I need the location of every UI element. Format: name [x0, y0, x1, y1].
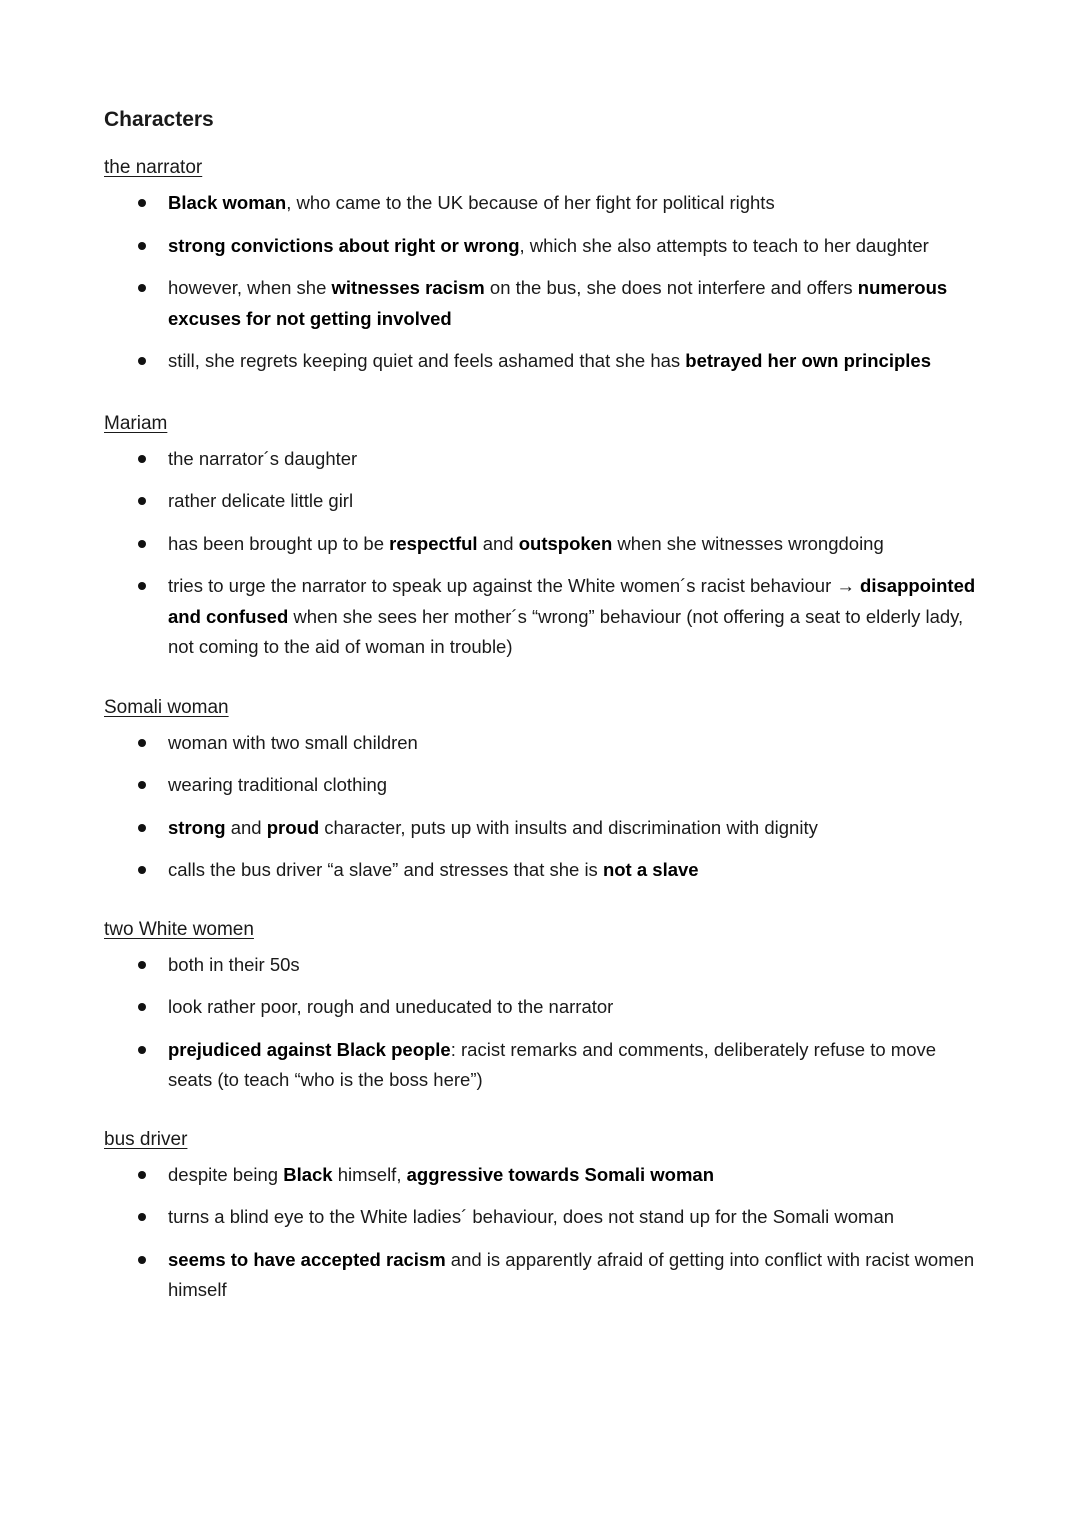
emphasis-text: outspoken: [518, 532, 613, 554]
emphasis-text: aggressive towards Somali woman: [406, 1163, 715, 1185]
body-text: and: [225, 816, 267, 838]
section-heading: two White women: [104, 918, 254, 940]
list-item: [104, 1160, 984, 1191]
emphasis-text: strong: [168, 816, 226, 838]
body-text: and is apparently afraid of getting into conflict with racist women himself: [168, 1248, 975, 1300]
emphasis-text: Black woman: [168, 192, 287, 213]
body-text: himself,: [332, 1163, 407, 1185]
emphasis-text: disappointed and confused: [168, 575, 976, 627]
bullet-list: [104, 728, 984, 886]
emphasis-text: witnesses racism: [331, 277, 485, 298]
body-text: rather delicate little girl: [168, 490, 354, 511]
body-text: calls the bus driver “a slave” and stresses that she is: [168, 859, 603, 880]
list-item: [104, 529, 984, 560]
body-text: , which she also attempts to teach to her daughter: [519, 234, 929, 256]
emphasis-text: seems to have accepted racism: [168, 1248, 446, 1270]
list-item: [104, 188, 984, 219]
body-text: character, puts up with insults and discrimination with dignity: [319, 816, 818, 838]
body-text: still, she regrets keeping quiet and feels ashamed that she has: [168, 350, 686, 371]
section-somali-woman: [104, 694, 984, 886]
section-narrator: [104, 154, 984, 377]
emphasis-text: not a slave: [602, 859, 699, 880]
body-text: : racist remarks and comments, deliberately refuse to move seats (to teach “who is the boss here”): [168, 1038, 937, 1090]
list-item: [104, 1035, 984, 1096]
list-item: [104, 813, 984, 844]
body-text: look rather poor, rough and uneducated to the narrator: [168, 996, 614, 1017]
body-text: turns a blind eye to the White ladies´ behaviour, does not stand up for the Somali woman: [168, 1206, 895, 1227]
body-text: both in their 50s: [168, 953, 300, 975]
body-text: , who came to the UK because of her fight for political rights: [286, 192, 775, 213]
body-text: however, when she: [168, 277, 332, 298]
emphasis-text: betrayed her own principles: [685, 350, 931, 371]
list-item: [104, 1202, 984, 1233]
list-item: [104, 231, 984, 262]
body-text: when she sees her mother´s “wrong” behaviour (not offering a seat to elderly lady, not coming to the aid of woman in trouble): [168, 605, 964, 657]
bullet-list: [104, 1160, 984, 1306]
section-bus-driver: [104, 1126, 984, 1306]
emphasis-text: prejudiced against Black people: [168, 1038, 451, 1060]
emphasis-text: strong convictions about right or wrong: [168, 234, 520, 256]
bullet-list: [104, 950, 984, 1096]
body-text: despite being: [168, 1163, 284, 1185]
body-text: when she witnesses wrongdoing: [612, 532, 884, 554]
emphasis-text: proud: [266, 816, 320, 838]
section-heading: bus driver: [104, 1128, 188, 1150]
emphasis-text: Black: [283, 1163, 333, 1185]
list-item: [104, 273, 984, 334]
bullet-list: [104, 444, 984, 663]
document-page: [104, 105, 984, 1318]
list-item: [104, 855, 984, 886]
section-heading: Somali woman: [104, 696, 229, 718]
page-title: Characters: [104, 108, 214, 131]
body-text: tries to urge the narrator to speak up against the White women´s racist behaviour →: [168, 575, 861, 596]
body-text: has been brought up to be: [168, 532, 390, 554]
section-two-white-women: [104, 916, 984, 1096]
section-heading: the narrator: [104, 157, 203, 178]
emphasis-text: respectful: [389, 532, 478, 554]
emphasis-text: numerous excuses for not getting involved: [168, 277, 948, 329]
body-text: woman with two small children: [168, 731, 418, 753]
list-item: [104, 950, 984, 981]
bullet-list: [104, 188, 984, 377]
body-text: and: [477, 532, 519, 554]
body-text: wearing traditional clothing: [168, 774, 388, 795]
body-text: on the bus, she does not interfere and offers: [484, 277, 858, 298]
section-heading: Mariam: [104, 412, 168, 434]
list-item: [104, 992, 984, 1023]
list-item: [104, 1245, 984, 1306]
list-item: [104, 770, 984, 801]
section-mariam: [104, 410, 984, 663]
list-item: [104, 728, 984, 759]
list-item: [104, 486, 984, 517]
body-text: the narrator´s daughter: [168, 447, 358, 469]
list-item: [104, 346, 984, 377]
list-item: [104, 571, 984, 663]
list-item: [104, 444, 984, 475]
